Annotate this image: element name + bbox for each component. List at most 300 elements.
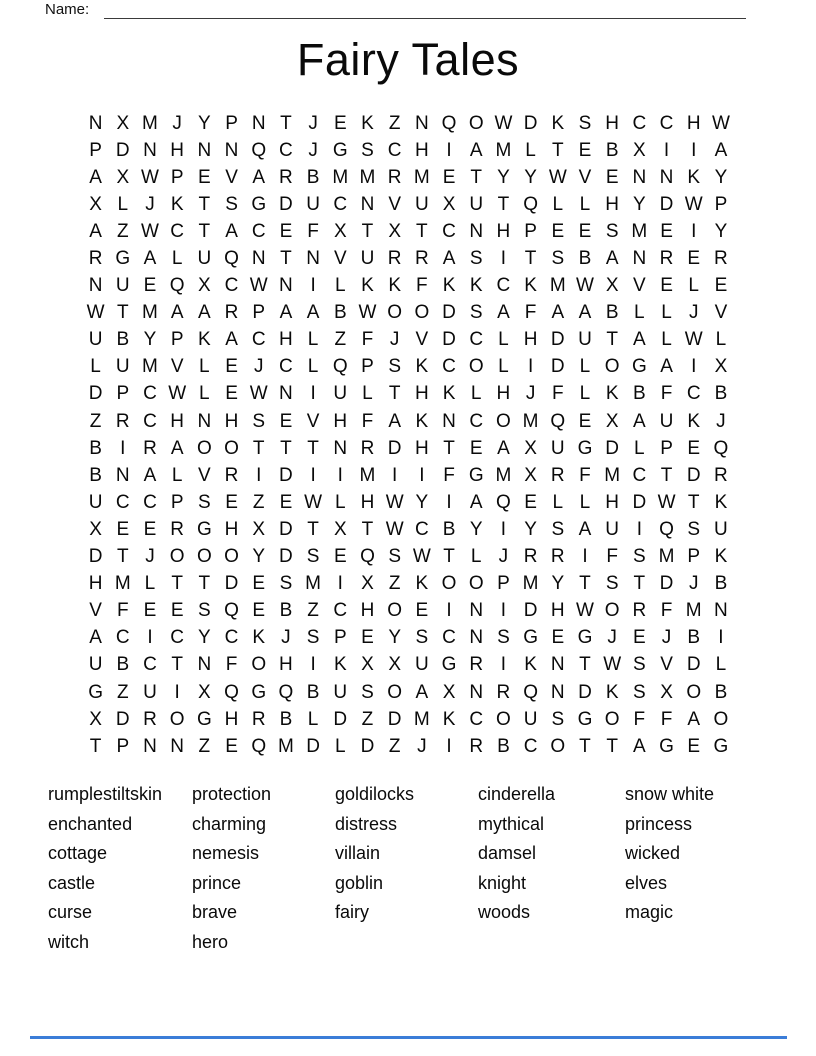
grid-cell: O <box>169 546 185 568</box>
grid-cell: X <box>333 518 347 540</box>
word-item: snow white <box>625 784 715 804</box>
grid-cell: A <box>551 302 565 324</box>
grid-cell: R <box>360 437 375 459</box>
grid-cell: L <box>199 383 210 405</box>
grid-cell: X <box>252 518 266 540</box>
grid-cell: O <box>713 708 729 730</box>
grid-cell: O <box>196 437 212 459</box>
grid-cell: X <box>605 410 619 432</box>
grid-cell: K <box>714 546 728 568</box>
grid-cell: N <box>197 139 212 161</box>
grid-cell: C <box>333 600 348 622</box>
grid-cell: C <box>170 220 185 242</box>
grid-cell: R <box>387 248 402 270</box>
grid-cell: U <box>578 329 592 351</box>
grid-cell: F <box>416 275 428 297</box>
grid-cell: Z <box>361 708 374 730</box>
grid-cell: T <box>606 329 618 351</box>
grid-cell: I <box>446 491 452 513</box>
grid-cell: A <box>497 437 510 459</box>
grid-cell: H <box>279 329 293 351</box>
word-item: villain <box>335 843 381 864</box>
grid-cell: Y <box>714 220 728 242</box>
grid-cell: C <box>143 654 157 676</box>
grid-cell: E <box>333 546 347 568</box>
grid-cell: V <box>89 600 102 622</box>
grid-cell: U <box>333 681 348 703</box>
grid-cell: W <box>141 166 159 188</box>
grid-cell: P <box>170 491 184 513</box>
grid-cell: S <box>415 627 429 649</box>
grid-cell: W <box>412 546 431 568</box>
grid-cell: U <box>360 248 375 270</box>
grid-cell: K <box>605 681 619 703</box>
grid-cell: L <box>688 275 699 297</box>
grid-cell: E <box>660 275 673 297</box>
grid-cell: I <box>500 654 507 676</box>
grid-cell: O <box>196 546 212 568</box>
grid-cell: Q <box>224 248 239 270</box>
grid-cell: W <box>385 518 404 540</box>
grid-cell: S <box>279 573 293 595</box>
grid-cell: A <box>633 735 646 757</box>
grid-cell: F <box>660 708 673 730</box>
grid-cell: K <box>198 329 211 351</box>
grid-cell: T <box>470 166 483 188</box>
grid-cell: H <box>333 410 348 432</box>
grid-cell: H <box>279 654 293 676</box>
grid-cell: R <box>115 410 130 432</box>
grid-cell: L <box>199 356 210 378</box>
name-label: Name: <box>45 1 90 18</box>
grid-cell: N <box>360 193 375 215</box>
grid-cell: Y <box>714 166 728 188</box>
grid-cell: I <box>337 464 343 486</box>
grid-cell: I <box>691 356 697 378</box>
grid-cell: A <box>306 302 320 324</box>
grid-cell: F <box>633 708 646 730</box>
word-item: enchanted <box>48 813 133 834</box>
grid-cell: I <box>582 546 588 568</box>
grid-cell: N <box>333 437 348 459</box>
grid-cell: J <box>607 627 617 649</box>
grid-cell: W <box>576 275 594 297</box>
grid-cell: I <box>310 654 316 676</box>
grid-cell: T <box>198 573 211 595</box>
grid-cell: O <box>496 410 511 432</box>
grid-cell: F <box>361 329 374 351</box>
grid-cell: S <box>687 518 701 540</box>
grid-cell: W <box>86 302 105 324</box>
grid-cell: I <box>392 464 398 486</box>
grid-cell: J <box>281 627 291 649</box>
grid-cell: J <box>525 383 536 405</box>
grid-cell: H <box>605 491 620 513</box>
word-item: cottage <box>48 843 108 864</box>
grid-cell: I <box>500 600 507 622</box>
grid-cell: Q <box>713 437 729 459</box>
grid-cell: P <box>116 735 130 757</box>
grid-cell: D <box>306 735 320 757</box>
grid-cell: U <box>523 708 538 730</box>
grid-cell: C <box>387 139 402 161</box>
grid-cell: R <box>659 248 674 270</box>
grid-cell: O <box>169 708 185 730</box>
grid-cell: M <box>549 275 566 297</box>
grid-cell: L <box>470 383 482 405</box>
grid-cell: T <box>687 491 700 513</box>
grid-cell: E <box>252 573 266 595</box>
grid-cell: W <box>684 193 703 215</box>
grid-cell: A <box>415 681 429 703</box>
grid-cell: N <box>251 248 266 270</box>
grid-cell: W <box>249 383 268 405</box>
word-item: prince <box>192 872 242 893</box>
grid-cell: G <box>251 193 267 215</box>
grid-cell: Z <box>252 491 265 513</box>
grid-cell: O <box>387 681 403 703</box>
grid-cell: C <box>279 139 293 161</box>
grid-cell: J <box>389 329 400 351</box>
grid-cell: I <box>337 573 343 595</box>
grid-cell: L <box>715 654 727 676</box>
grid-cell: E <box>333 112 347 134</box>
grid-cell: N <box>279 383 293 405</box>
grid-cell: T <box>307 437 319 459</box>
grid-cell: J <box>253 356 264 378</box>
grid-cell: A <box>279 302 293 324</box>
grid-cell: P <box>714 193 728 215</box>
grid-cell: Y <box>415 491 429 513</box>
grid-cell: M <box>522 410 539 432</box>
word-item: hero <box>192 931 229 952</box>
grid-cell: T <box>388 383 401 405</box>
grid-cell: O <box>387 302 403 324</box>
grid-cell: N <box>197 654 212 676</box>
grid-cell: M <box>685 600 702 622</box>
grid-cell: H <box>605 193 620 215</box>
grid-cell: G <box>577 627 593 649</box>
grid-cell: Z <box>198 735 211 757</box>
grid-cell: A <box>170 437 184 459</box>
grid-cell: S <box>578 112 592 134</box>
grid-cell: T <box>89 735 102 757</box>
grid-cell: T <box>171 654 183 676</box>
grid-cell: X <box>116 166 130 188</box>
grid-cell: M <box>413 166 430 188</box>
grid-cell: V <box>714 302 728 324</box>
grid-cell: B <box>605 302 619 324</box>
word-item: distress <box>335 813 398 834</box>
word-bank <box>48 780 788 957</box>
grid-cell: K <box>687 410 701 432</box>
grid-cell: I <box>256 464 262 486</box>
grid-cell: E <box>633 627 646 649</box>
grid-cell: S <box>306 627 320 649</box>
grid-cell: W <box>168 383 187 405</box>
grid-cell: B <box>116 654 130 676</box>
grid-cell: U <box>659 410 674 432</box>
grid-cell: G <box>577 437 593 459</box>
word-item: mythical <box>478 813 545 834</box>
grid-cell: L <box>579 491 591 513</box>
grid-cell: C <box>442 220 456 242</box>
grid-cell: A <box>633 329 646 351</box>
grid-cell: C <box>659 112 674 134</box>
grid-cell: L <box>525 139 536 161</box>
grid-cell: A <box>252 166 266 188</box>
grid-cell: M <box>142 356 158 378</box>
grid-cell: H <box>414 437 429 459</box>
grid-cell: L <box>334 491 346 513</box>
grid-cell: C <box>170 627 185 649</box>
grid-cell: C <box>251 329 266 351</box>
grid-cell: D <box>115 708 130 730</box>
grid-cell: K <box>469 275 483 297</box>
grid-cell: E <box>714 275 728 297</box>
grid-cell: O <box>604 600 620 622</box>
grid-cell: W <box>603 654 622 676</box>
grid-cell: H <box>414 383 429 405</box>
grid-cell: E <box>225 356 238 378</box>
grid-cell: G <box>523 627 538 649</box>
grid-cell: J <box>145 546 155 568</box>
grid-cell: I <box>446 600 452 622</box>
grid-cell: W <box>385 491 404 513</box>
grid-cell: E <box>361 627 374 649</box>
grid-cell: L <box>307 356 319 378</box>
grid-cell: B <box>497 735 510 757</box>
grid-cell: U <box>115 275 130 297</box>
grid-cell: H <box>523 329 538 351</box>
grid-cell: W <box>548 166 567 188</box>
grid-cell: N <box>550 654 565 676</box>
grid-cell: D <box>442 302 456 324</box>
grid-cell: T <box>198 220 211 242</box>
grid-cell: I <box>310 275 316 297</box>
grid-cell: D <box>686 464 701 486</box>
grid-cell: O <box>496 708 511 730</box>
grid-cell: R <box>714 464 728 486</box>
word-item: woods <box>478 902 531 923</box>
grid-cell: H <box>686 112 701 134</box>
grid-cell: L <box>362 383 373 405</box>
grid-cell: H <box>224 410 239 432</box>
grid-cell: N <box>469 600 484 622</box>
grid-cell: A <box>687 708 701 730</box>
grid-cell: V <box>578 166 592 188</box>
grid-cell: X <box>442 193 456 215</box>
word-bank-column <box>478 780 625 957</box>
grid-cell: U <box>414 654 429 676</box>
grid-cell: C <box>333 193 348 215</box>
grid-cell: L <box>634 302 645 324</box>
grid-cell: S <box>633 681 646 703</box>
grid-cell: O <box>387 600 403 622</box>
grid-cell: E <box>578 220 592 242</box>
grid-cell: A <box>198 302 211 324</box>
grid-cell: M <box>495 139 512 161</box>
grid-cell: O <box>468 112 484 134</box>
grid-cell: M <box>522 573 539 595</box>
grid-cell: L <box>307 708 319 730</box>
grid-cell: T <box>116 546 129 568</box>
grid-cell: B <box>116 329 130 351</box>
grid-cell: T <box>361 518 374 540</box>
grid-cell: G <box>115 248 131 270</box>
grid-cell: U <box>115 356 130 378</box>
grid-cell: O <box>251 654 267 676</box>
grid-cell: R <box>279 166 293 188</box>
grid-cell: O <box>224 437 239 459</box>
grid-cell: F <box>307 220 319 242</box>
grid-cell: I <box>691 139 697 161</box>
grid-cell: U <box>333 383 348 405</box>
grid-cell: I <box>446 735 452 757</box>
grid-cell: C <box>224 275 239 297</box>
grid-cell: E <box>279 410 293 432</box>
grid-cell: D <box>605 437 620 459</box>
grid-cell: O <box>441 573 457 595</box>
grid-cell: Y <box>524 518 537 540</box>
grid-cell: N <box>306 248 320 270</box>
grid-cell: Z <box>89 410 102 432</box>
grid-cell: Q <box>169 275 185 297</box>
grid-cell: F <box>660 600 673 622</box>
grid-cell: N <box>143 139 157 161</box>
grid-cell: K <box>388 275 401 297</box>
grid-cell: C <box>143 491 157 513</box>
grid-cell: Q <box>251 735 267 757</box>
name-blank-line <box>104 2 746 19</box>
grid-cell: C <box>143 410 157 432</box>
grid-cell: B <box>605 139 619 161</box>
grid-cell: K <box>524 654 537 676</box>
word-item: wicked <box>625 843 681 864</box>
grid-cell: N <box>197 410 212 432</box>
grid-cell: L <box>171 248 183 270</box>
grid-cell: U <box>88 491 103 513</box>
grid-cell: T <box>660 464 673 486</box>
grid-cell: K <box>524 275 537 297</box>
grid-cell: Q <box>496 491 511 513</box>
grid-cell: Q <box>441 112 457 134</box>
grid-cell: Q <box>251 139 267 161</box>
grid-cell: Z <box>388 735 401 757</box>
grid-cell: H <box>360 491 375 513</box>
grid-cell: W <box>249 275 268 297</box>
grid-cell: E <box>225 735 238 757</box>
grid-cell: A <box>497 302 510 324</box>
grid-cell: E <box>143 600 157 622</box>
word-item: damsel <box>478 843 537 864</box>
grid-cell: A <box>469 139 483 161</box>
grid-cell: D <box>115 139 130 161</box>
grid-cell: C <box>632 464 647 486</box>
grid-cell: R <box>414 248 429 270</box>
grid-cell: T <box>579 573 591 595</box>
grid-cell: Q <box>659 518 674 540</box>
grid-cell: G <box>659 735 674 757</box>
grid-cell: Y <box>198 112 211 134</box>
word-item: goblin <box>335 872 384 893</box>
grid-cell: P <box>660 437 673 459</box>
grid-cell: D <box>279 518 293 540</box>
grid-cell: P <box>361 356 374 378</box>
grid-cell: D <box>550 356 565 378</box>
grid-cell: E <box>578 139 592 161</box>
grid-cell: E <box>225 383 238 405</box>
grid-cell: T <box>633 573 646 595</box>
grid-cell: A <box>633 410 646 432</box>
word-search-grid <box>82 110 735 760</box>
grid-cell: X <box>198 681 211 703</box>
word-item: elves <box>625 872 668 893</box>
grid-cell: Z <box>116 681 129 703</box>
grid-cell: W <box>304 491 323 513</box>
grid-cell: A <box>442 248 456 270</box>
grid-cell: T <box>252 437 265 459</box>
grid-cell: B <box>306 166 320 188</box>
grid-cell: S <box>551 518 565 540</box>
grid-cell: C <box>469 410 484 432</box>
grid-cell: Y <box>524 166 537 188</box>
grid-cell: N <box>88 275 103 297</box>
grid-cell: A <box>89 220 102 242</box>
grid-cell: E <box>442 166 456 188</box>
grid-cell: W <box>358 302 377 324</box>
grid-cell: O <box>414 302 430 324</box>
grid-cell: I <box>120 437 126 459</box>
grid-cell: D <box>523 112 538 134</box>
grid-cell: T <box>443 437 455 459</box>
grid-cell: E <box>551 627 565 649</box>
grid-cell: L <box>117 193 129 215</box>
grid-cell: H <box>360 600 375 622</box>
grid-cell: F <box>361 410 374 432</box>
grid-cell: C <box>143 383 157 405</box>
grid-cell: Z <box>388 573 401 595</box>
grid-cell: X <box>89 518 102 540</box>
grid-cell: M <box>359 166 376 188</box>
grid-cell: J <box>145 193 155 215</box>
word-bank-column <box>335 780 478 957</box>
grid-cell: K <box>442 708 456 730</box>
grid-cell: G <box>251 681 267 703</box>
grid-cell: S <box>633 546 646 568</box>
grid-cell: M <box>495 464 512 486</box>
grid-cell: H <box>170 410 185 432</box>
grid-cell: E <box>252 600 266 622</box>
grid-cell: C <box>115 491 130 513</box>
grid-cell: B <box>279 600 293 622</box>
grid-cell: T <box>443 546 455 568</box>
grid-cell: X <box>524 437 537 459</box>
grid-cell: Q <box>278 681 294 703</box>
grid-cell: A <box>89 166 102 188</box>
grid-cell: P <box>524 220 537 242</box>
grid-cell: I <box>500 518 507 540</box>
grid-cell: Q <box>550 410 566 432</box>
grid-cell: Y <box>388 627 401 649</box>
grid-cell: E <box>198 166 211 188</box>
grid-cell: M <box>142 302 158 324</box>
grid-cell: M <box>332 166 349 188</box>
grid-cell: T <box>606 735 618 757</box>
grid-cell: L <box>634 437 645 459</box>
grid-cell: V <box>633 275 646 297</box>
grid-cell: M <box>631 220 648 242</box>
